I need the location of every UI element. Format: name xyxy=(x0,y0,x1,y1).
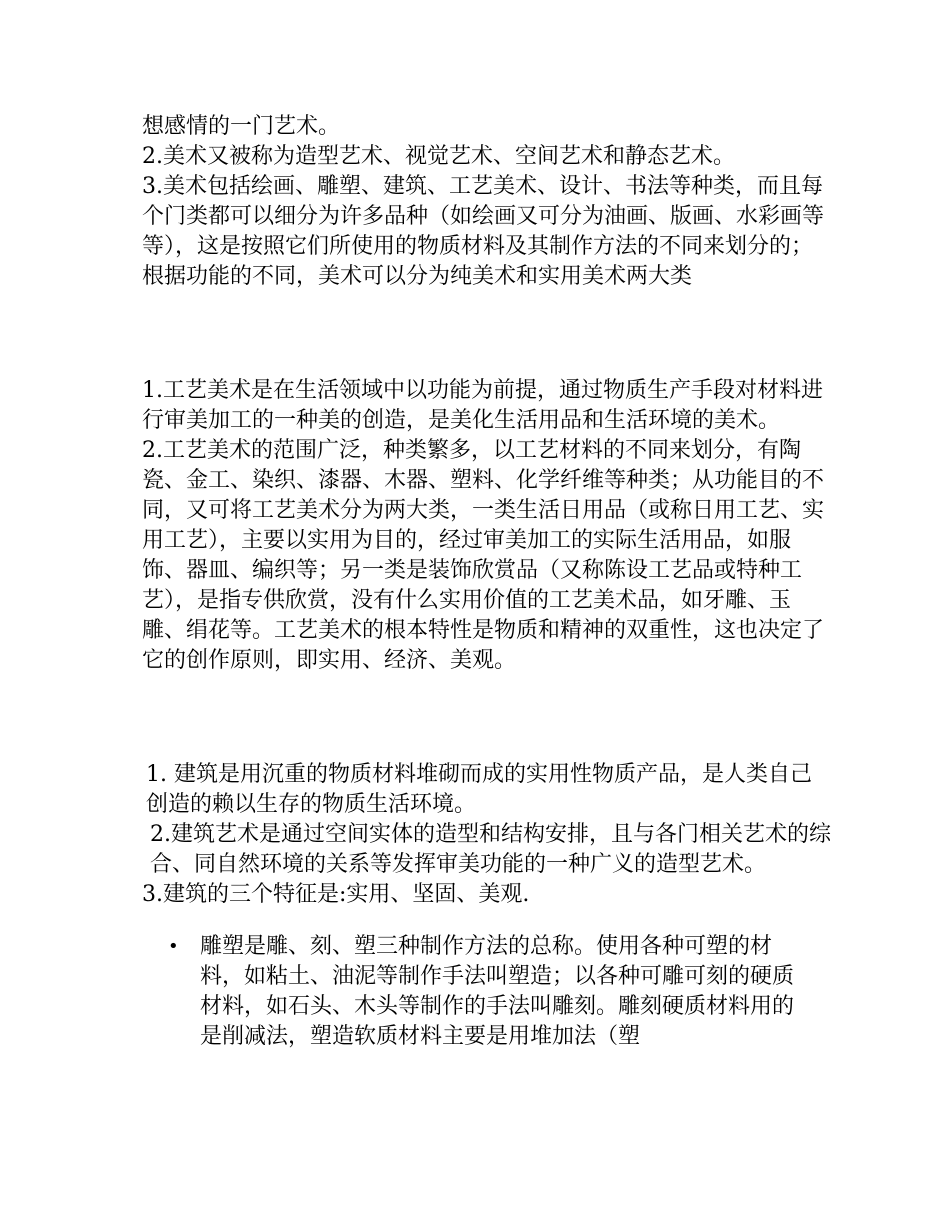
list-item-text: 雕塑是雕、刻、塑三种制作方法的总称。使用各种可塑的材料，如粘土、油泥等制作手法叫塑造；以各种可雕可刻的硬质材料，如石头、木头等制作的手法叫雕刻。雕刻硬质材料用的是削减法，塑造软质材料主要是用堆加法（塑 xyxy=(200,934,795,1049)
paragraph-architecture-definition: 1. 建筑是用沉重的物质材料堆砌而成的实用性物质产品，是人类自己创造的赖以生存的物质生活环境。 xyxy=(146,762,812,817)
paragraph-art-definition-end: 想感情的一门艺术。 xyxy=(142,114,341,139)
paragraph-art-categories: 3.美术包括绘画、雕塑、建筑、工艺美术、设计、书法等种类，而且每个门类都可以细分为许多品种（如绘画又可分为油画、版画、水彩画等等），这是按照它们所使用的物质材料及其制作方法的不同来划分的；根据功能的不同，美术可以分为纯美术和实用美术两大类 xyxy=(142,174,825,289)
paragraph-architecture-features: 3.建筑的三个特征是:实用、坚固、美观. xyxy=(142,882,530,907)
section-gap xyxy=(142,676,832,760)
section-gap xyxy=(142,292,832,376)
bullet-list xyxy=(142,932,832,1052)
document-page xyxy=(142,112,832,1052)
paragraph-art-other-names: 2.美术又被称为造型艺术、视觉艺术、空间艺术和静态艺术。 xyxy=(142,144,735,169)
paragraph-craft-definition: 1.工艺美术是在生活领域中以功能为前提，通过物质生产手段对材料进行审美加工的一种美的创造，是美化生活用品和生活环境的美术。 xyxy=(142,378,823,433)
list-item xyxy=(142,932,810,1052)
bullet-icon: • xyxy=(168,936,179,957)
paragraph-craft-scope: 2.工艺美术的范围广泛，种类繁多，以工艺材料的不同来划分，有陶瓷、金工、染织、漆器、木器、塑料、化学纤维等种类；从功能目的不同，又可将工艺美术分为两大类，一类生活日用品（或称日用工艺、实用工艺），主要以实用为目的，经过审美加工的实际生活用品，如服饰、器皿、编织等；另一类是装饰欣赏品（又称陈设工艺品或特种工艺），是指专供欣赏，没有什么实用价值的工艺美术品，如牙雕、玉雕、绢花等。工艺美术的根本特性是物质和精神的双重性，这也决定了它的创作原则，即实用、经济、美观。 xyxy=(142,438,825,673)
paragraph-architecture-art: 2.建筑艺术是通过空间实体的造型和结构安排，且与各门相关艺术的综合、同自然环境的关系等发挥审美功能的一种广义的造型艺术。 xyxy=(150,822,831,877)
